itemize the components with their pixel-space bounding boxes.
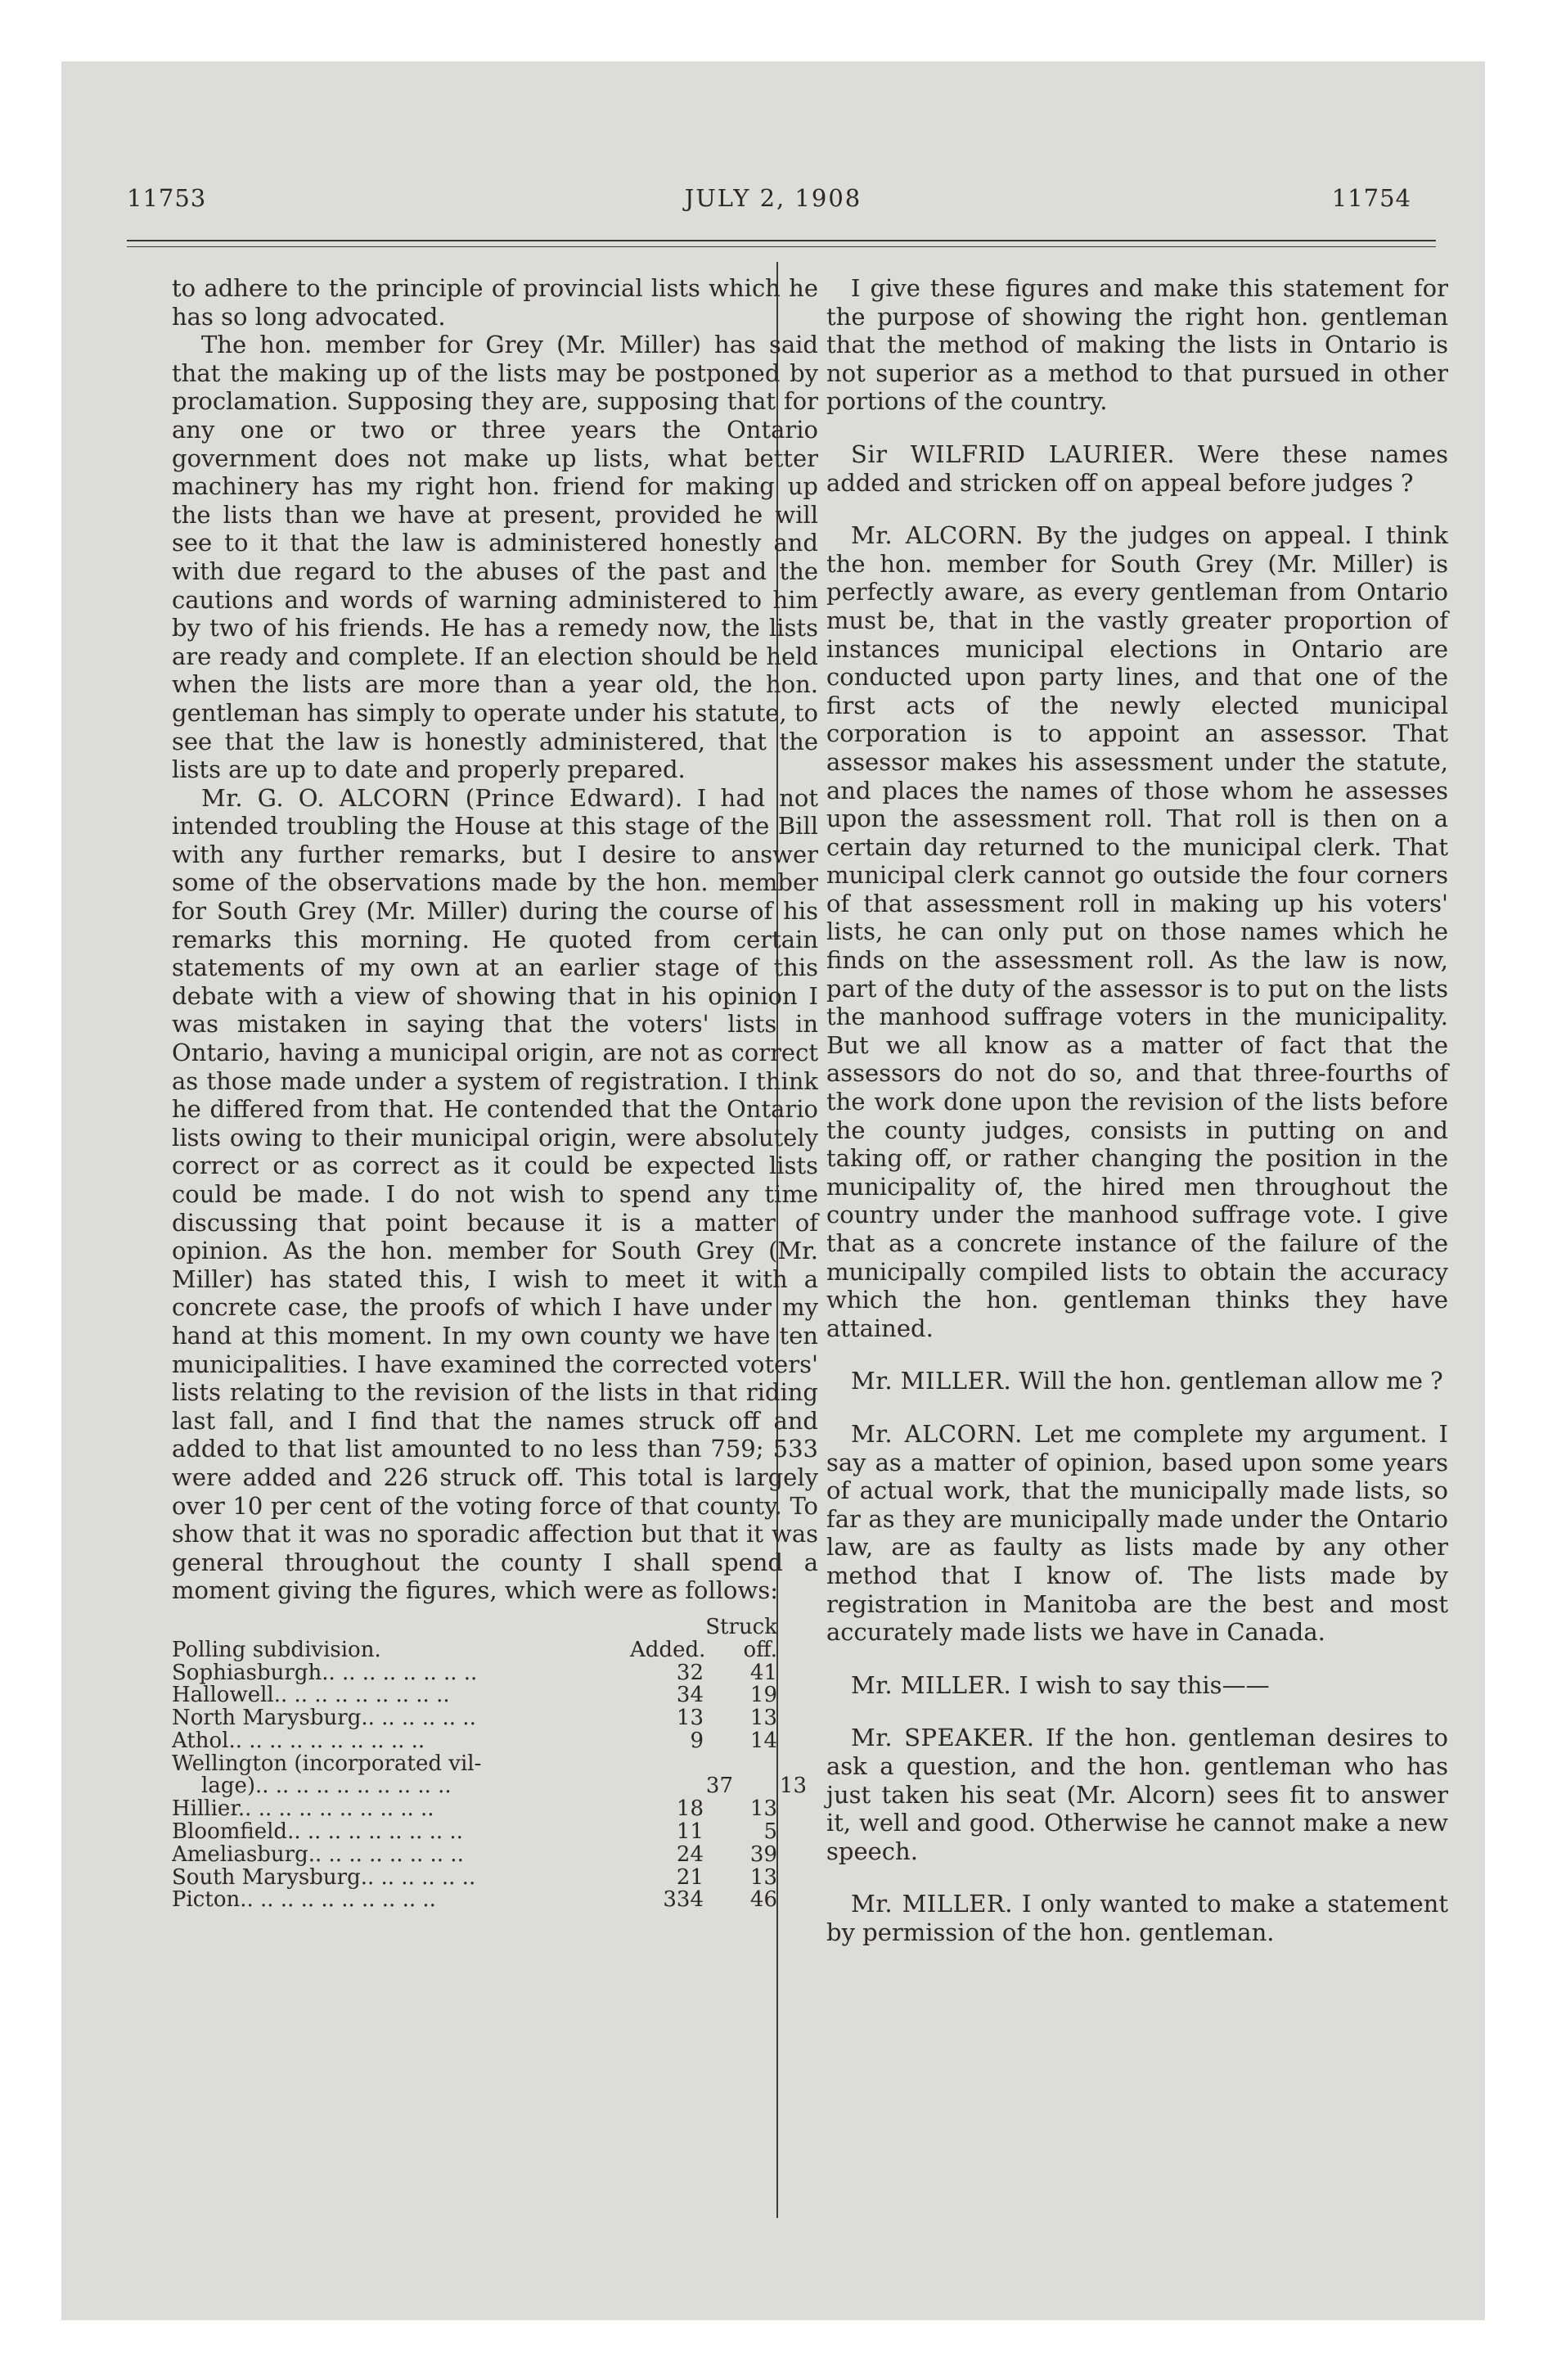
- table-row: [172, 1821, 818, 1844]
- paragraph-speaker: [826, 1724, 1448, 1865]
- table-row: [172, 1889, 818, 1912]
- subdivision-name: Picton.. .. .. .. .. .. .. .. .. ..: [172, 1889, 436, 1913]
- speaker-name: Mr. MILLER.: [851, 1367, 1012, 1395]
- speaker-name: Mr. SPEAKER.: [851, 1724, 1035, 1752]
- subdivision-name: South Marysburg.. .. .. .. .. ..: [172, 1866, 476, 1890]
- table-row: [172, 1775, 818, 1798]
- table-header-row-1: [172, 1616, 818, 1639]
- page-number-left: 11753: [127, 184, 207, 212]
- polling-table: [172, 1616, 818, 1912]
- paragraph-miller-3: [826, 1890, 1448, 1946]
- added-value: 37: [705, 1774, 733, 1799]
- speech-text: Will the hon. gentleman allow me ?: [1019, 1367, 1443, 1395]
- subdivision-name: Hallowell.. .. .. .. .. .. .. .. ..: [172, 1684, 450, 1708]
- header-added: Added.: [630, 1637, 706, 1662]
- speech-text: If the hon. gentleman desires to ask a question, and the hon. gentleman who has just taken his seat (Mr. Alcorn) sees fit to answer it, well and good. Otherwise he cannot make a new speech.: [826, 1724, 1449, 1865]
- paragraph-grey-miller: The hon. member for Grey (Mr. Miller) has said that the making up of the lists may be postponed by proclamation. Supposing they are, supposing that for any one or two or three years the Ontario government does not make up lists, what better machinery has my right hon. friend for making up the lists than we have at present, provided he will see to it that the law is administered honestly and with due regard to the abuses of the past and the cautions and words of warning administered to him by two of his friends. He has a remedy now, the lists are ready and complete. If an election should be held when the lists are more than a year old, the hon. gentleman has simply to operate under his statute, to see that the law is honestly administered, that the lists are up to date and properly prepared.: [172, 331, 818, 784]
- added-value: 24: [676, 1841, 704, 1867]
- subdivision-name: Ameliasburg.. .. .. .. .. .. .. ..: [172, 1843, 464, 1867]
- speaker-name: Mr. ALCORN.: [851, 1419, 1023, 1448]
- added-value: [630, 1753, 704, 1776]
- page-scan: [61, 61, 1485, 2320]
- subdivision-name: lage).. .. .. .. .. .. .. .. .. ..: [201, 1775, 452, 1799]
- table-row: [172, 1684, 818, 1707]
- table-row: [172, 1730, 818, 1753]
- header-off: off.: [743, 1637, 777, 1662]
- struck-off-value: 13: [779, 1774, 807, 1799]
- table-body: [172, 1662, 818, 1913]
- table-row: [172, 1864, 818, 1890]
- speech-text: Were these names added and stricken off on appeal before judges ?: [826, 439, 1448, 497]
- header-date: JULY 2, 1908: [684, 184, 862, 212]
- added-value: 21: [676, 1864, 704, 1890]
- added-value: 32: [676, 1660, 704, 1685]
- subdivision-name: North Marysburg.. .. .. .. .. ..: [172, 1707, 476, 1730]
- page-number-right: 11754: [1331, 184, 1411, 212]
- added-value: 18: [676, 1796, 704, 1822]
- header-rule-thick: [127, 240, 1436, 241]
- paragraph-miller-2: [826, 1671, 1448, 1700]
- struck-off-value: [704, 1753, 777, 1776]
- added-value: 34: [676, 1683, 704, 1708]
- speech-text: I had not intended troubling the House at this stage of the Bill with any further remarks, but I desire to answer some of the observations made by the hon. member for South Grey (Mr. Miller) during the course of his remarks this morning. He quoted from certain statements of my own at an earlier stage of this debate with a view of showing that in his opinion I was mistaken in saying that the voters' lists in Ontario, having a municipal origin, are not as correct as those made under a system of registration. I think he differed from that. He contended that the Ontario lists owing to their municipal origin, were absolutely correct or as correct as it could be expected lists could be made. I do not wish to spend any time discussing that point because it is a matter of opinion. As the hon. member for South Grey (Mr. Miller) has stated this, I wish to meet it with a concrete case, the proofs of which I have under my hand at this moment. In my own county we have ten municipalities. I have examined the corrected voters' lists relating to the revision of the lists in that riding last fall, and I find that the names struck off and added to that list amounted to no less than 759; 533 were added and 226 struck off. This total is largely over 10 per cent of the voting force of that county. To show that it was no sporadic affection but that it was general throughout the county I shall spend a moment giving the figures, which were as follows:: [172, 783, 818, 1605]
- header-rule-thin: [127, 246, 1436, 247]
- table-row: [172, 1707, 818, 1730]
- speech-text: I wish to say this——: [1019, 1670, 1270, 1699]
- speaker-name: Mr. MILLER.: [851, 1890, 1013, 1918]
- added-value: 13: [676, 1706, 704, 1731]
- paragraph-continuation: to adhere to the principle of provincial lists which he has so long advocated.: [172, 274, 818, 331]
- struck-off-value: 14: [749, 1728, 777, 1753]
- speaker-name: Mr. ALCORN.: [851, 521, 1024, 550]
- paragraph-figures: I give these figures and make this statement for the purpose of showing the right hon. gentleman that the method of making the lists in Ontario is not superior as a method to that pursued in other portions of the country.: [826, 274, 1448, 416]
- subdivision-name: Hillier.. .. .. .. .. .. .. .. .. ..: [172, 1798, 434, 1822]
- struck-off-value: 39: [749, 1841, 777, 1867]
- header-struck: Struck: [705, 1614, 777, 1639]
- left-column: [172, 274, 818, 1912]
- speech-text: By the judges on appeal. I think the hon. member for South Grey (Mr. Miller) is perfectly aware, as every gentleman from Ontario must be, that in the vastly greater proportion of instances municipal elections in Ontario are conducted upon party lines, and that one of the first acts of the newly elected municipal corporation is to appoint an assessor. That assessor makes his assessment under the statute, and places the names of those whom he assesses upon the assessment roll. That roll is then on a certain day returned to the municipal clerk. That municipal clerk cannot go outside the four corners of that assessment roll in making up his voters' lists, he can only put on those names which he finds on the assessment roll. As the law is now, part of the duty of the assessor is to put on the lists the manhood suffrage voters in the municipality. But we all know as a matter of fact that the assessors do not do so, and that three-fourths of the work done upon the revision of the lists before the county judges, consists in putting on and taking off, or rather changing the position in the municipality of, the hired men throughout the country under the manhood suffrage vote. I give that as a concrete instance of the failure of the municipally compiled lists to obtain the accuracy which the hon. gentleman thinks they have attained.: [826, 521, 1449, 1342]
- struck-off-value: 41: [749, 1660, 777, 1685]
- paragraph-alcorn-1: [826, 521, 1448, 1342]
- right-column: [826, 274, 1448, 1946]
- table-row: [172, 1798, 818, 1821]
- paragraph-miller-1: [826, 1367, 1448, 1395]
- header-subdivision: Polling subdivision.: [172, 1639, 381, 1662]
- speaker-name: Mr. G. O. ALCORN (Prince Edward).: [201, 783, 683, 812]
- subdivision-name: Bloomfield.. .. .. .. .. .. .. .. ..: [172, 1821, 463, 1844]
- struck-off-value: 13: [749, 1864, 777, 1890]
- struck-off-value: 5: [763, 1819, 777, 1845]
- paragraph-laurier: [826, 440, 1448, 497]
- speaker-name: Sir WILFRID LAURIER.: [851, 439, 1175, 468]
- paragraph-alcorn: [172, 784, 818, 1605]
- speech-text: Let me complete my argument. I say as a matter of opinion, based upon some years of actual work, that the municipally made lists, so far as they are municipally made under the Ontario law, are as faulty as lists made by any other method that I know of. The lists made by registration in Manitoba are the best and most accurately made lists we have in Canada.: [826, 1419, 1449, 1647]
- subdivision-name: Wellington (incorporated vil-: [172, 1752, 482, 1776]
- added-value: 11: [676, 1819, 704, 1845]
- subdivision-name: Athol.. .. .. .. .. .. .. .. .. ..: [172, 1729, 425, 1753]
- struck-off-value: 13: [749, 1796, 777, 1822]
- paragraph-alcorn-2: [826, 1420, 1448, 1647]
- struck-off-value: 13: [749, 1706, 777, 1731]
- page-header: [61, 184, 1485, 225]
- struck-off-value: 46: [749, 1887, 777, 1913]
- table-header-row-2: [172, 1639, 818, 1662]
- speaker-name: Mr. MILLER.: [851, 1670, 1012, 1699]
- added-value: 9: [690, 1728, 704, 1753]
- table-row: [172, 1841, 818, 1867]
- table-row: [172, 1753, 818, 1776]
- speech-text: I only wanted to make a statement by permission of the hon. gentleman.: [826, 1890, 1449, 1946]
- table-row: [172, 1662, 818, 1685]
- subdivision-name: Sophiasburgh.. .. .. .. .. .. .. ..: [172, 1661, 478, 1685]
- added-value: 334: [663, 1887, 704, 1913]
- struck-off-value: 19: [749, 1683, 777, 1708]
